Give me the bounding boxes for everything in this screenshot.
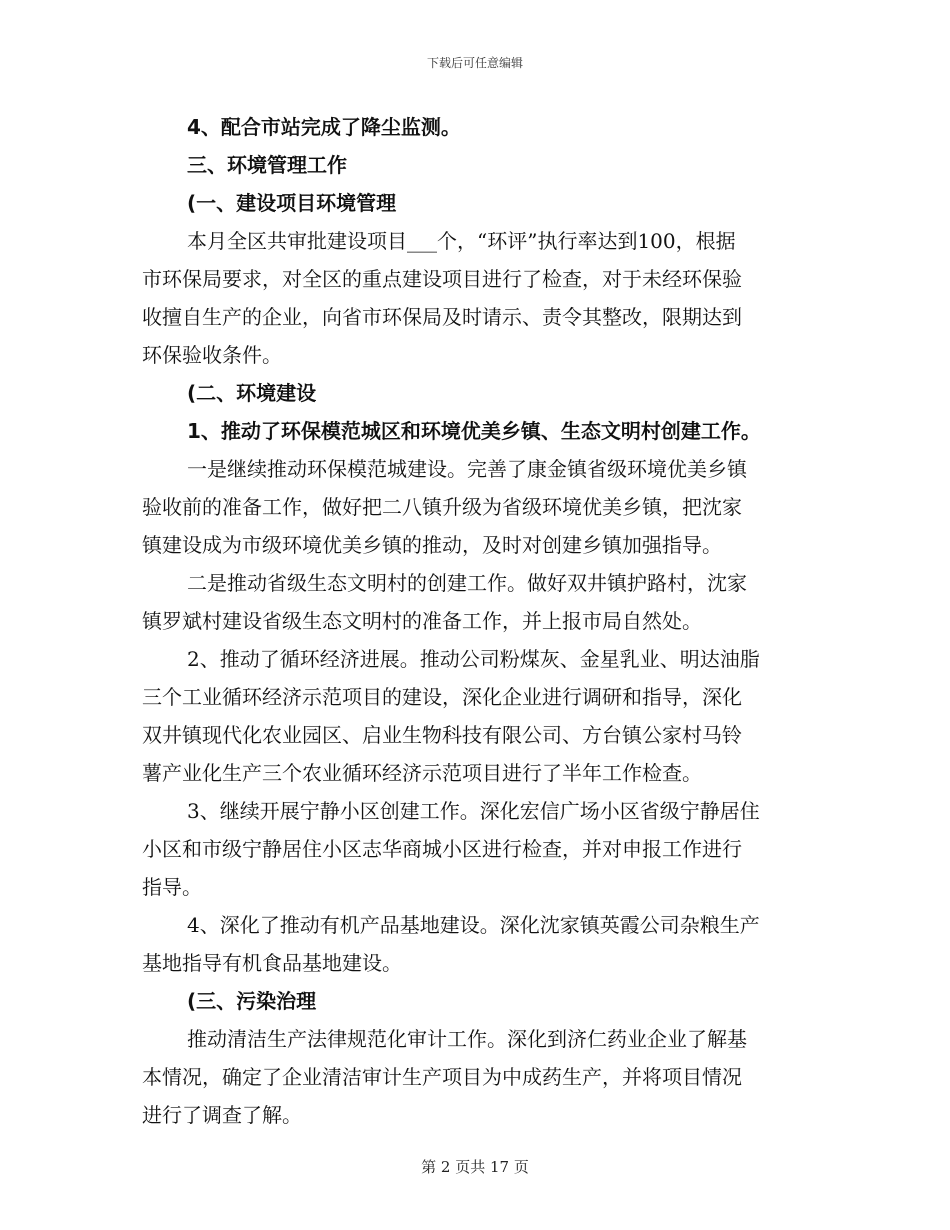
body-text-line: 基地指导有机食品基地建设。 bbox=[142, 951, 402, 975]
section-heading-line: (一、建设项目环境管理 bbox=[187, 191, 397, 215]
body-text-line: 收擅自生产的企业，向省市环保局及时请示、责令其整改，限期达到 bbox=[142, 305, 742, 329]
body-text-line: 镇罗斌村建设省级生态文明村的准备工作，并上报市局自然处。 bbox=[142, 609, 702, 633]
section-heading-line: (二、环境建设 bbox=[187, 381, 317, 405]
body-text-line: 环保验收条件。 bbox=[142, 343, 282, 367]
body-text-line: 镇建设成为市级环境优美乡镇的推动，及时对创建乡镇加强指导。 bbox=[142, 533, 722, 557]
section-heading-line: 三、环境管理工作 bbox=[187, 153, 347, 177]
body-text-line: 二是推动省级生态文明村的创建工作。做好双井镇护路村，沈家 bbox=[187, 571, 747, 595]
section-heading-line: 1、推动了环保模范城区和环境优美乡镇、生态文明村创建工作。 bbox=[187, 419, 761, 443]
body-text-line: 本情况，确定了企业清洁审计生产项目为中成药生产，并将项目情况 bbox=[142, 1065, 742, 1089]
body-text-line: 4、深化了推动有机产品基地建设。深化沈家镇英霞公司杂粮生产 bbox=[187, 913, 760, 937]
body-text-line: 三个工业循环经济示范项目的建设，深化企业进行调研和指导，深化 bbox=[142, 685, 742, 709]
body-text-line: 本月全区共审批建设项目___个，“环评”执行率达到100，根据 bbox=[187, 229, 736, 253]
body-text-line: 推动清洁生产法律规范化审计工作。深化到济仁药业企业了解基 bbox=[187, 1027, 747, 1051]
body-text-line: 一是继续推动环保模范城建设。完善了康金镇省级环境优美乡镇 bbox=[187, 457, 747, 481]
body-text-line: 验收前的准备工作，做好把二八镇升级为省级环境优美乡镇，把沈家 bbox=[142, 495, 742, 519]
body-text-line: 指导。 bbox=[142, 875, 202, 899]
section-heading-line: (三、污染治理 bbox=[187, 989, 317, 1013]
body-text-line: 市环保局要求，对全区的重点建设项目进行了检查，对于未经环保验 bbox=[142, 267, 742, 291]
body-text-line: 3、继续开展宁静小区创建工作。深化宏信广场小区省级宁静居住 bbox=[187, 799, 760, 823]
body-text-line: 小区和市级宁静居住小区志华商城小区进行检查，并对申报工作进行 bbox=[142, 837, 742, 861]
document-body bbox=[142, 108, 808, 1134]
page-header: 下载后可任意编辑 bbox=[426, 56, 523, 70]
body-text-line: 双井镇现代化农业园区、启业生物科技有限公司、方台镇公家村马铃 bbox=[142, 723, 742, 747]
page-footer: 第 2 页共 17 页 bbox=[421, 1158, 529, 1176]
body-text-line: 进行了调查了解。 bbox=[142, 1103, 302, 1127]
body-text-line: 2、推动了循环经济进展。推动公司粉煤灰、金星乳业、明达油脂 bbox=[187, 647, 760, 671]
body-text-line: 薯产业化生产三个农业循环经济示范项目进行了半年工作检查。 bbox=[142, 761, 702, 785]
section-heading-line: 4、配合市站完成了降尘监测。 bbox=[187, 115, 461, 139]
